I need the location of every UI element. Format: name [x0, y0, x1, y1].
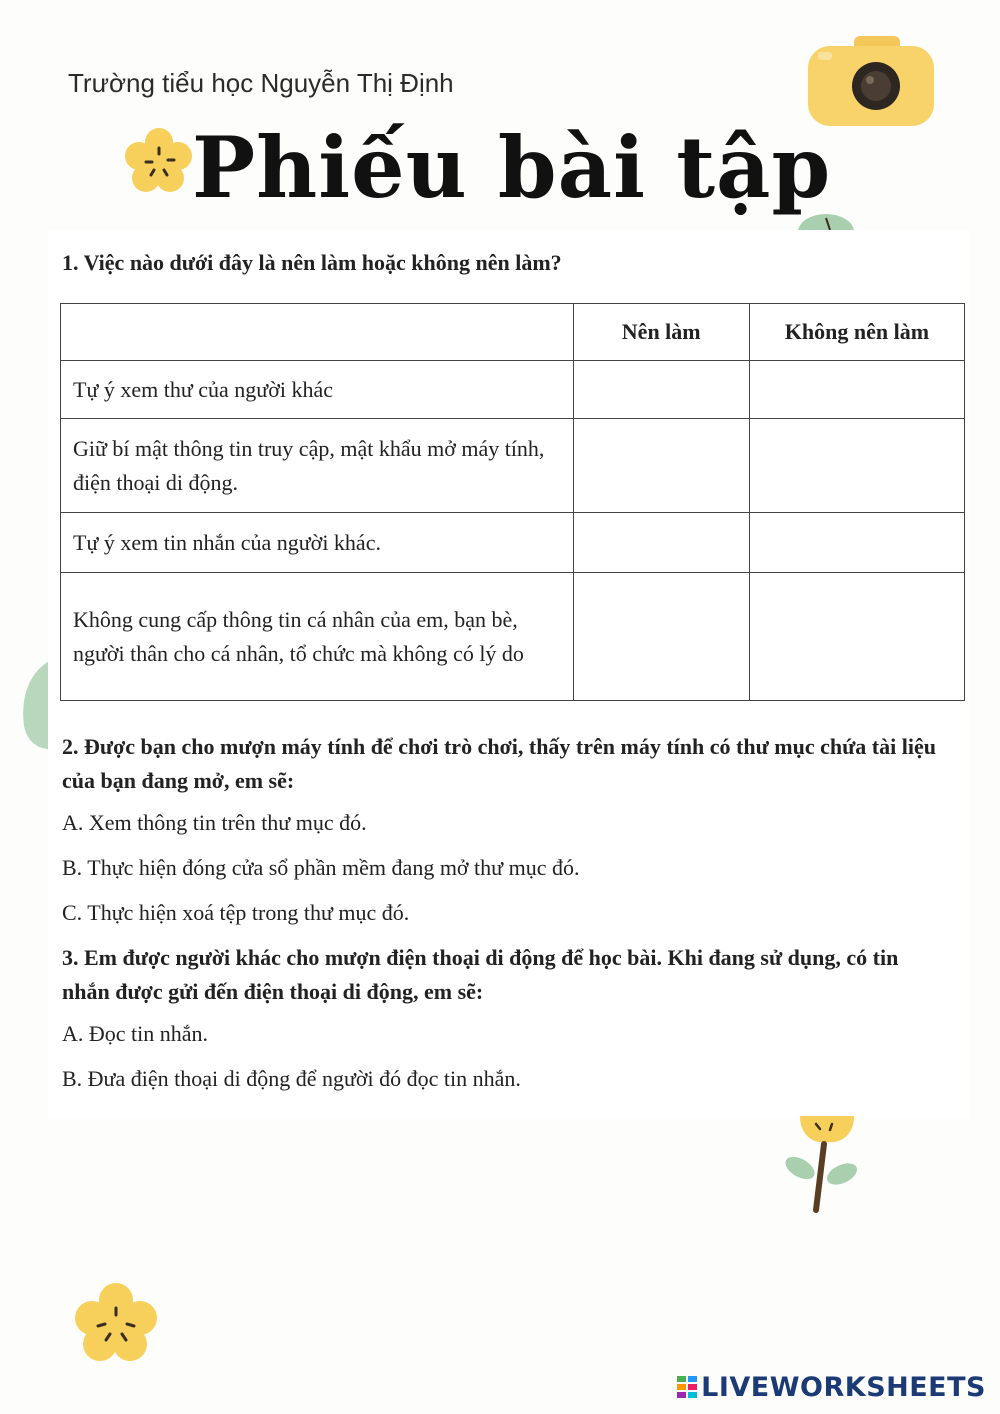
row-statement: Giữ bí mật thông tin truy cập, mật khẩu mở máy tính, điện thoại di động.: [61, 419, 574, 513]
table-row: [61, 513, 965, 573]
liveworksheets-logo: [677, 1372, 986, 1403]
row-statement: Tự ý xem tin nhắn của người khác.: [61, 513, 574, 573]
question-1-prompt: 1. Việc nào dưới đây là nên làm hoặc không nên làm?: [62, 250, 562, 275]
answer-cell-nen-lam[interactable]: [573, 573, 749, 701]
logo-grid-icon: [677, 1376, 697, 1398]
answer-cell-nen-lam[interactable]: [573, 513, 749, 573]
answer-cell-nen-lam[interactable]: [573, 361, 749, 419]
row-statement: Tự ý xem thư của người khác: [61, 361, 574, 419]
school-name: Trường tiểu học Nguyễn Thị Định: [68, 68, 454, 98]
flower-icon: [124, 126, 194, 192]
classification-table: [60, 303, 965, 701]
page-title: Phiếu bài tập: [192, 118, 832, 217]
brand-name: LIVEWORKSHEETS: [701, 1372, 986, 1403]
flower-icon: [74, 1282, 158, 1362]
answer-cell-khong-nen-lam[interactable]: [749, 361, 964, 419]
question-2-option-a[interactable]: A. Xem thông tin trên thư mục đó.: [62, 810, 367, 835]
column-header: [61, 304, 574, 361]
question-2-prompt: 2. Được bạn cho mượn máy tính để chơi trò chơi, thấy trên máy tính có thư mục chứa tài liệu của bạn đang mở, em sẽ:: [62, 734, 936, 793]
question-2-option-c[interactable]: C. Thực hiện xoá tệp trong thư mục đó.: [62, 900, 410, 925]
answer-cell-nen-lam[interactable]: [573, 419, 749, 513]
question-2-option-b[interactable]: B. Thực hiện đóng cửa sổ phần mềm đang mở thư mục đó.: [62, 855, 580, 880]
table-row: [61, 419, 965, 513]
column-header-khong-nen-lam: Không nên làm: [749, 304, 964, 361]
answer-cell-khong-nen-lam[interactable]: [749, 419, 964, 513]
table-row: [61, 361, 965, 419]
sprout-icon: [780, 1116, 864, 1216]
answer-cell-khong-nen-lam[interactable]: [749, 573, 964, 701]
question-3-option-a[interactable]: A. Đọc tin nhắn.: [62, 1021, 209, 1046]
table-header-row: [61, 304, 965, 361]
table-row: [61, 573, 965, 701]
answer-cell-khong-nen-lam[interactable]: [749, 513, 964, 573]
column-header-nen-lam: Nên làm: [573, 304, 749, 361]
question-3-option-b[interactable]: B. Đưa điện thoại di động để người đó đọc tin nhắn.: [62, 1066, 521, 1091]
question-3-prompt: 3. Em được người khác cho mượn điện thoại di động để học bài. Khi đang sử dụng, có tin nhắn được gửi đến điện thoại di động, em sẽ:: [62, 945, 899, 1004]
row-statement: Không cung cấp thông tin cá nhân của em, bạn bè, người thân cho cá nhân, tổ chức mà không có lý do: [61, 573, 574, 701]
camera-icon: [806, 32, 936, 128]
